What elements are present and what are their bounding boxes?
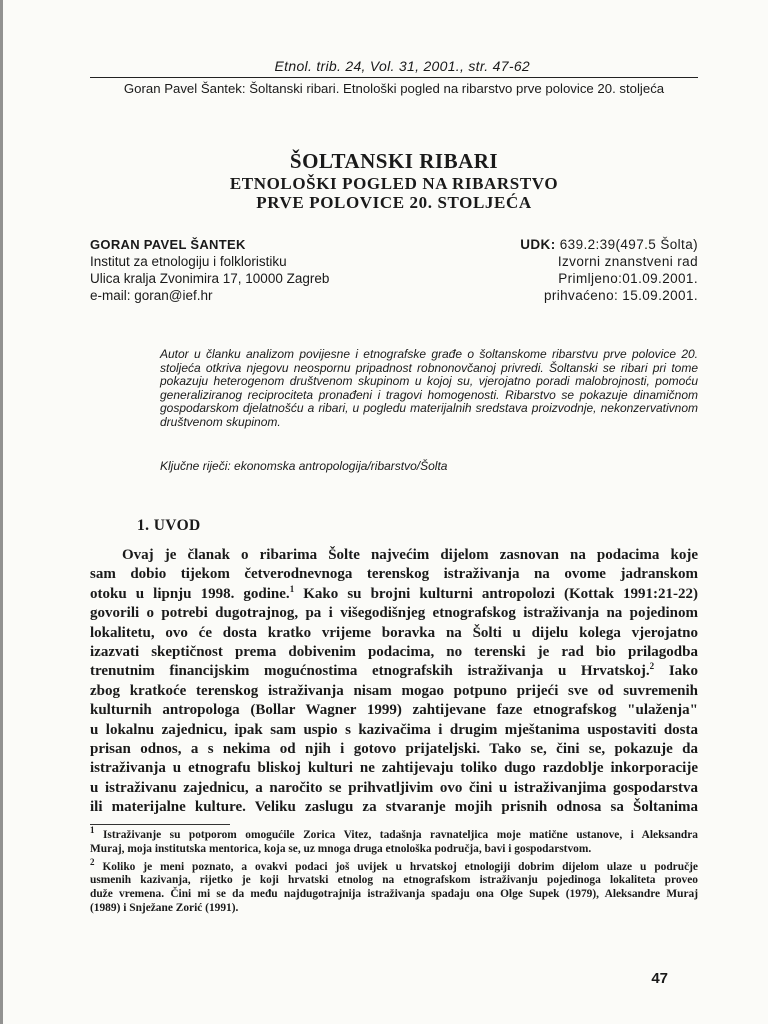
body-line: lokalitetu, ovo će dosta kratko vrijeme boravka na Šolti u dijelu kolega vjerojatno <box>90 624 698 641</box>
body-line: istraživanja u etnografu bliskoj kulturi ne zahtijevaju toliko dugo razdoblje inkorporacije <box>90 760 698 777</box>
abstract: Autor u članku analizom povijesne i etnografske građe o šoltanskome ribarstvu prve polovice 20. stoljeća otkriva njegovu neospornu pripadnost robnonovčanoj privredi. Šoltanski se ribari pri tome pokazuju heterogenom društvenom skupinom u kojoj su, vjerojatno poradi malobrojnosti, pomoću generaliziranog reciprociteta pronađeni i tragovi homogenosti. Ribarstvo se pokazuje dinamičnom gospodarskom djelatnošću a ribari, u pogledu materijalnih sredstava proizvodnje, nekonzervativnom društvenom skupinom. <box>160 347 698 429</box>
footnote-2-line: duže vremena. Čini mi se da među najdugotrajnija istraživanja spadaju ona Olge Supek (1979), Aleksandre Muraj <box>90 888 698 901</box>
footnote-ref-1: 1 <box>289 583 295 594</box>
footnote-1-mark: 1 <box>90 825 95 836</box>
body-line: sam dobio tijekom četverodnevnoga terenskog istraživanja na ovome jadranskom <box>90 566 698 583</box>
footnote-ref-2: 2 <box>649 661 655 672</box>
udk-line <box>408 236 698 253</box>
received-date: Primljeno:01.09.2001. <box>558 271 698 286</box>
section-heading: 1. UVOD <box>137 517 201 534</box>
footnotes <box>90 825 698 916</box>
footnote-2-line <box>90 856 698 875</box>
journal-citation: Etnol. trib. 24, Vol. 31, 2001., str. 47-62 <box>274 58 530 74</box>
body-line-part: Kako su brojni kulturni antropolozi (Kottak 1991:21-22) <box>294 585 699 602</box>
header-rule <box>90 77 698 78</box>
author-institution: Institut za etnologiju i folkloristiku <box>90 254 287 269</box>
keywords: Ključne riječi: ekonomska antropologija/ribarstvo/Šolta <box>160 459 448 473</box>
body-line <box>90 585 698 604</box>
author-name: GORAN PAVEL ŠANTEK <box>90 237 246 252</box>
article-meta-block <box>408 236 698 304</box>
body-line: izazvati skeptičnost prema dobivenim podacima, no terenski je rad bio prilagodba <box>90 644 698 661</box>
footnote-1-text: Istraživanje su potporom omogućile Zorica Vitez, tadašnja ravnateljica moje matične ustanove, i Aleksandra <box>102 829 698 841</box>
running-head: Goran Pavel Šantek: Šoltanski ribari. Etnološki pogled na ribarstvo prve polovice 20. stoljeća <box>123 81 665 96</box>
footnote-1-line <box>90 825 698 843</box>
title-block <box>90 148 698 212</box>
footnote-2-text: Koliko je meni poznato, a ovakvi podaci još uvijek u hrvatskoj etnologiji dobrim dijelom ulaze u područje <box>102 860 698 873</box>
accepted-date: prihvaćeno: 15.09.2001. <box>543 288 698 303</box>
body-line-part: otoku u lipnju 1998. godine. <box>90 585 290 602</box>
body-line: kulturnih antropologa (Bollar Wagner 1999) zahtijevane faze etnografskog "ulaženja" <box>90 702 698 719</box>
author-email: e-mail: goran@ief.hr <box>90 288 213 303</box>
body-line-part: Iako <box>654 663 698 680</box>
article-type: Izvorni znanstveni rad <box>557 254 698 269</box>
body-line <box>90 662 698 681</box>
footnote-rule <box>90 824 230 825</box>
scan-edge <box>0 0 3 1024</box>
author-block <box>90 236 420 304</box>
footnote-2-line: (1989) i Snježane Zorić (1991). <box>90 901 239 914</box>
body-line-part: trenutnim financijskim mogućnostima etnografskih istraživanja u Hrvatskoj. <box>90 663 650 680</box>
body-line: Ovaj je članak o ribarima Šolte najvećim dijelom zasnovan na podacima koje <box>122 547 698 563</box>
footnote-2-mark: 2 <box>90 856 95 867</box>
body-line: zbog kratkoće terenskog istraživanja nisam mogao potpuno prijeći sve od suvremenih <box>90 682 698 699</box>
article-title: ŠOLTANSKI RIBARI <box>289 149 499 173</box>
body-line: ili materijalne kulture. Veliku zaslugu za stvaranje mojih prisnih odnosa sa Šoltanima <box>90 799 698 816</box>
body-line: u lokalnu zajednicu, ipak sam uspio s kazivačima i drugim mještanima uspostaviti dosta <box>90 721 698 738</box>
body-line: u istraživanu zajednicu, a naročito se prihvatljivim ovo čini u istraživanjima gospodarstva <box>90 779 698 796</box>
body-line: prisan odnos, a s nekima od njih i gotovo prijateljski. Tako se, čini se, pokazuje da <box>90 741 698 758</box>
author-address: Ulica kralja Zvonimira 17, 10000 Zagreb <box>90 271 330 286</box>
udk-label: UDK: <box>520 237 556 252</box>
body-line: govorili o potrebi dugotrajnog, pa i višegodišnjeg etnografskog istraživanja na pojedinom <box>90 605 698 622</box>
article-subtitle-line-1: ETNOLOŠKI POGLED NA RIBARSTVO <box>229 174 559 193</box>
body-text <box>90 546 698 818</box>
page-number: 47 <box>651 970 668 987</box>
udk-value: 639.2:39(497.5 Šolta) <box>559 237 698 252</box>
footnote-1-line: Muraj, moja institutska mentorica, koja se, uz mnoga druga etnološka područja, bavi i gospodarstvom. <box>90 842 592 855</box>
footnote-2-line: usmenih kazivanja, rijetko je koji hrvatski etnolog na etnografskom istraživanju pojedinoga lokaliteta proveo <box>90 874 698 887</box>
article-subtitle-line-2: PRVE POLOVICE 20. STOLJEĆA <box>256 193 532 212</box>
